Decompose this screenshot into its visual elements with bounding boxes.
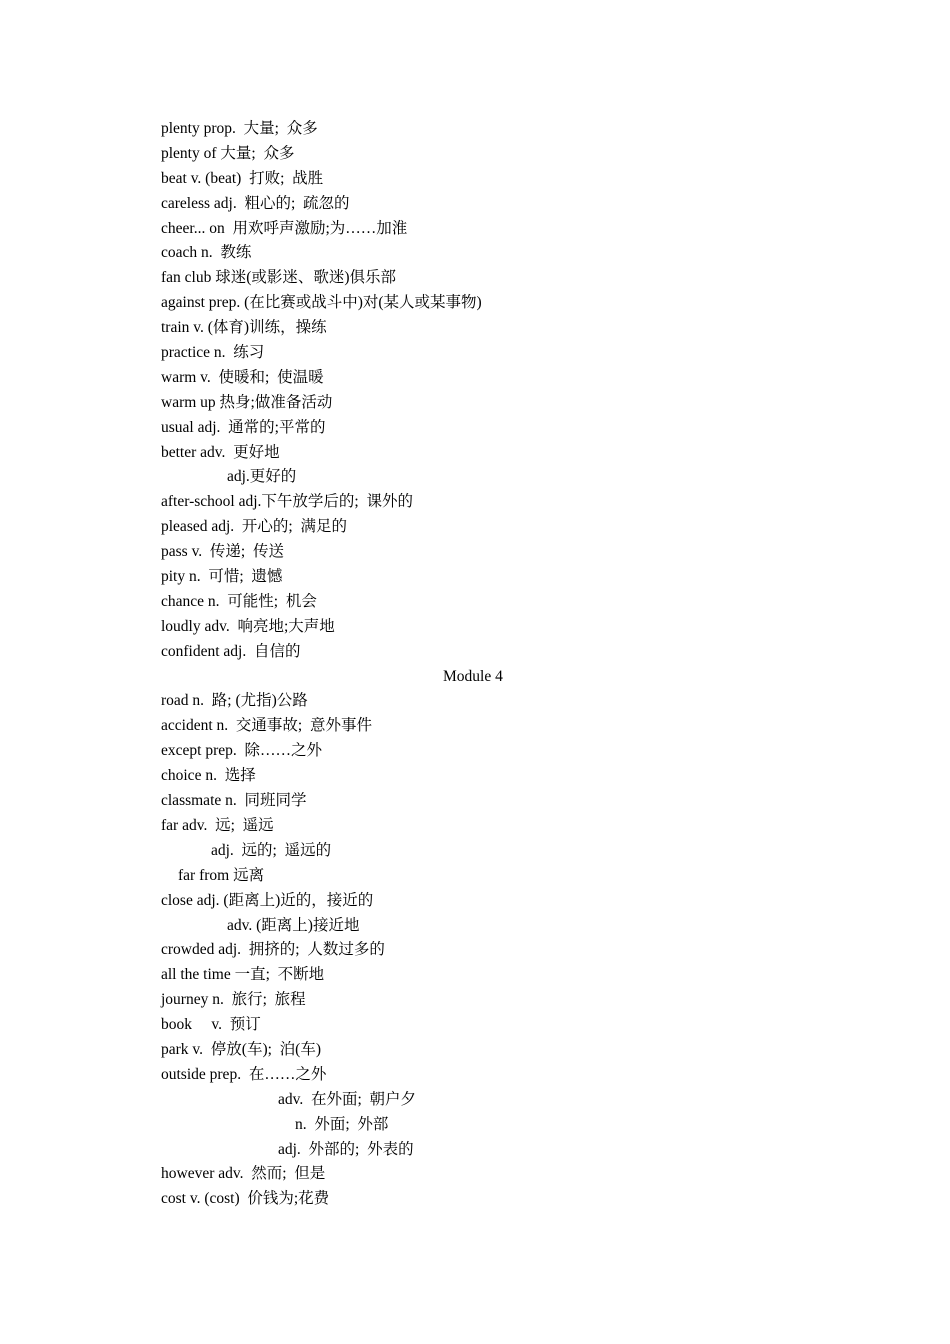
vocab-line: accident n. 交通事故; 意外事件: [161, 717, 372, 735]
vocab-line: after-school adj.下午放学后的; 课外的: [161, 493, 413, 511]
vocab-subline: adv. 在外面; 朝户夕: [278, 1090, 417, 1108]
vocab-line: classmate n. 同班同学: [161, 792, 307, 810]
vocab-line: pleased adj. 开心的; 满足的: [161, 518, 347, 536]
vocab-line: however adv. 然而; 但是: [161, 1165, 326, 1183]
vocab-line: coach n. 教练: [161, 244, 252, 262]
vocab-line: all the time 一直; 不断地: [161, 966, 325, 984]
vocab-line: crowded adj. 拥挤的; 人数过多的: [161, 941, 385, 959]
vocab-line: loudly adv. 响亮地;大声地: [161, 617, 335, 635]
vocab-line: plenty prop. 大量; 众多: [161, 120, 318, 137]
vocab-line: warm up 热身;做准备活动: [161, 393, 333, 411]
vocab-subline: adv. (距离上)接近地: [227, 916, 360, 934]
vocab-subline: adj. 外部的; 外表的: [278, 1140, 414, 1158]
module-heading: Module 4: [443, 667, 503, 685]
vocab-line: careless adj. 粗心的; 疏忽的: [161, 194, 350, 212]
vocab-line: against prep. (在比赛或战斗中)对(某人或某事物): [161, 294, 482, 312]
vocab-line: book v. 预订: [161, 1016, 261, 1034]
vocab-line: train v. (体育)训练，操练: [161, 319, 327, 337]
vocab-subline: adj.更好的: [227, 468, 297, 486]
vocab-line: better adv. 更好地: [161, 443, 280, 461]
vocab-line: journey n. 旅行; 旅程: [161, 991, 306, 1009]
vocab-line: cost v. (cost) 价钱为;花费: [161, 1190, 330, 1208]
vocab-line: outside prep. 在……之外: [161, 1065, 327, 1083]
vocab-line: park v. 停放(车); 泊(车): [161, 1040, 321, 1058]
vocab-line: fan club 球迷(或影迷、歌迷)俱乐部: [161, 269, 397, 287]
vocab-line: chance n. 可能性; 机会: [161, 592, 317, 610]
vocab-subline: far from 远离: [178, 866, 265, 884]
vocab-line: except prep. 除……之外: [161, 742, 322, 760]
vocab-line: pity n. 可惜; 遗憾: [161, 568, 283, 586]
vocab-line: far adv. 远; 遥远: [161, 816, 274, 834]
vocab-line: choice n. 选择: [161, 767, 256, 785]
vocab-line: cheer... on 用欢呼声激励;为……加淮: [161, 219, 408, 237]
vocab-subline: adj. 远的; 遥远的: [211, 841, 332, 859]
vocab-line: practice n. 练习: [161, 344, 265, 362]
vocabulary-list: [161, 117, 781, 1212]
vocab-line: plenty of 大量; 众多: [161, 144, 295, 162]
vocab-line: close adj. (距离上)近的，接近的: [161, 891, 374, 909]
vocab-subline: n. 外面; 外部: [295, 1115, 389, 1133]
vocab-line: warm v. 使暖和; 使温暖: [161, 368, 324, 386]
vocab-line: beat v. (beat) 打败; 战胜: [161, 169, 324, 187]
vocab-line: road n. 路; (尤指)公路: [161, 692, 308, 710]
vocab-line: confident adj. 自信的: [161, 642, 301, 660]
vocab-line: pass v. 传递; 传送: [161, 543, 284, 561]
vocab-line: usual adj. 通常的;平常的: [161, 418, 326, 436]
